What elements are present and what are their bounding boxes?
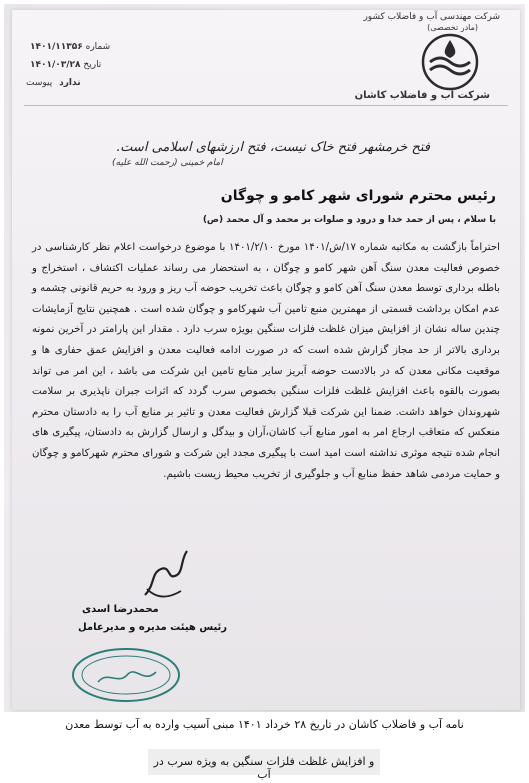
handwritten-signature-icon [137, 545, 192, 605]
letter-number [26, 42, 110, 52]
water-company-logo-icon [420, 32, 480, 92]
letter-number-value: ۱۴۰۱/۱۱۳۵۶ [30, 42, 83, 52]
motto-heading: فتح خرمشهر فتح خاک نیست، فتح ارزشهای اسلامی است. [116, 140, 430, 155]
letter-attachment [26, 78, 81, 88]
greeting-line: با سلام ، پس از حمد خدا و درود و صلوات بر محمد و آل محمد (ص) [202, 215, 496, 225]
letter-attachment-value: ندارد [59, 78, 81, 88]
org-name: شرکت آب و فاضلاب کاشان [354, 90, 490, 101]
letter-date-value: ۱۴۰۱/۰۳/۲۸ [30, 60, 81, 70]
caption-line-1: نامه آب و فاضلاب کاشان در تاریخ ۲۸ خرداد ۱۴۰۱ مبنی آسیب وارده به آب توسط معدن [65, 718, 464, 731]
letter-date [26, 60, 101, 70]
letter-body: احتراماً بازگشت به مکاتبه شماره ۱۷/ش/۱۴۰۱ مورخ ۱۴۰۱/۲/۱۰ با موضوع درخواست اعلام نظر کارشناسی در خصوص فعالیت معدن سنگ آهن شهر کامو و چوگان ، به استحضار می رساند عملیات اکتشاف ، استخراج و باطله برداری توسط معدن سنگ آهن کامو و چوگان باعث تخریب حوضه آب ریز و ورود به حریم قانونی چشمه و عدم امکان برداشت قسمتی از مهمترین منبع تامین آب شهرکامو و چوگان شده است . همچنین نتایج آزمایشات چندین ساله نشان از افزایش میزان غلظت فلزات سنگین بویژه سرب دارد . مقدار این پارامتر در آخرین نمونه برداری بالاتر از حد مجاز گزارش شده است که در صورت ادامه فعالیت معدن و افزایش عمق حفاری ها و موقعیت مکانی معدن که در بالادست حوضه آبریز سایر منابع تامین این شرکت می باشد ، این امر می تواند بصورت بالقوه باعث افزایش غلظت فلزات سنگین بخصوص سرب گردد که اثرات جبران ناپذیری بر سلامت شهروندان خواهد داشت. ضمنا این شرکت قبلا گزارش فعالیت معدن و تاثیر بر منابع آب را به دادستان محترم منعکس که متعاقب ارجاع امر به امور منابع آب کاشان،آران و بیدگل و ارسال گزارش به دادستان، پیگیری های انجام شده نتیجه موثری نداشته است امید است با پیگیری مجدد این شرکت و شورای محترم شهرکامو و چوگان و حمایت مردمی شاهد حفظ منابع آب و جلوگیری از تخریب محیط زیست باشیم. [32, 242, 500, 480]
letter-date-label: تاریخ [83, 60, 102, 70]
org-line-2: (مادر تخصصی) [427, 23, 478, 32]
letter-paper [12, 10, 520, 710]
letter-photo [4, 4, 525, 712]
letter-attachment-label: پیوست [26, 78, 53, 88]
signer-name: محمدرضا اسدی [82, 604, 159, 615]
motto-attribution: امام خمینی (رحمت الله علیه) [112, 158, 223, 168]
secretariat-stamp-icon [70, 646, 182, 704]
signer-title: رئیس هیئت مدیره و مدیرعامل [78, 622, 228, 633]
letter-number-label: شماره [85, 42, 111, 52]
header-divider [24, 105, 508, 106]
recipient-title: رئیس محترم شورای شهر کامو و چوگان [220, 188, 496, 204]
org-line-1: شرکت مهندسی آب و فاضلاب کشور [363, 12, 500, 22]
caption-line-2: و افزایش غلظت فلزات سنگین به ویژه سرب در آب [153, 755, 375, 781]
caption-line-2-box [148, 749, 380, 781]
